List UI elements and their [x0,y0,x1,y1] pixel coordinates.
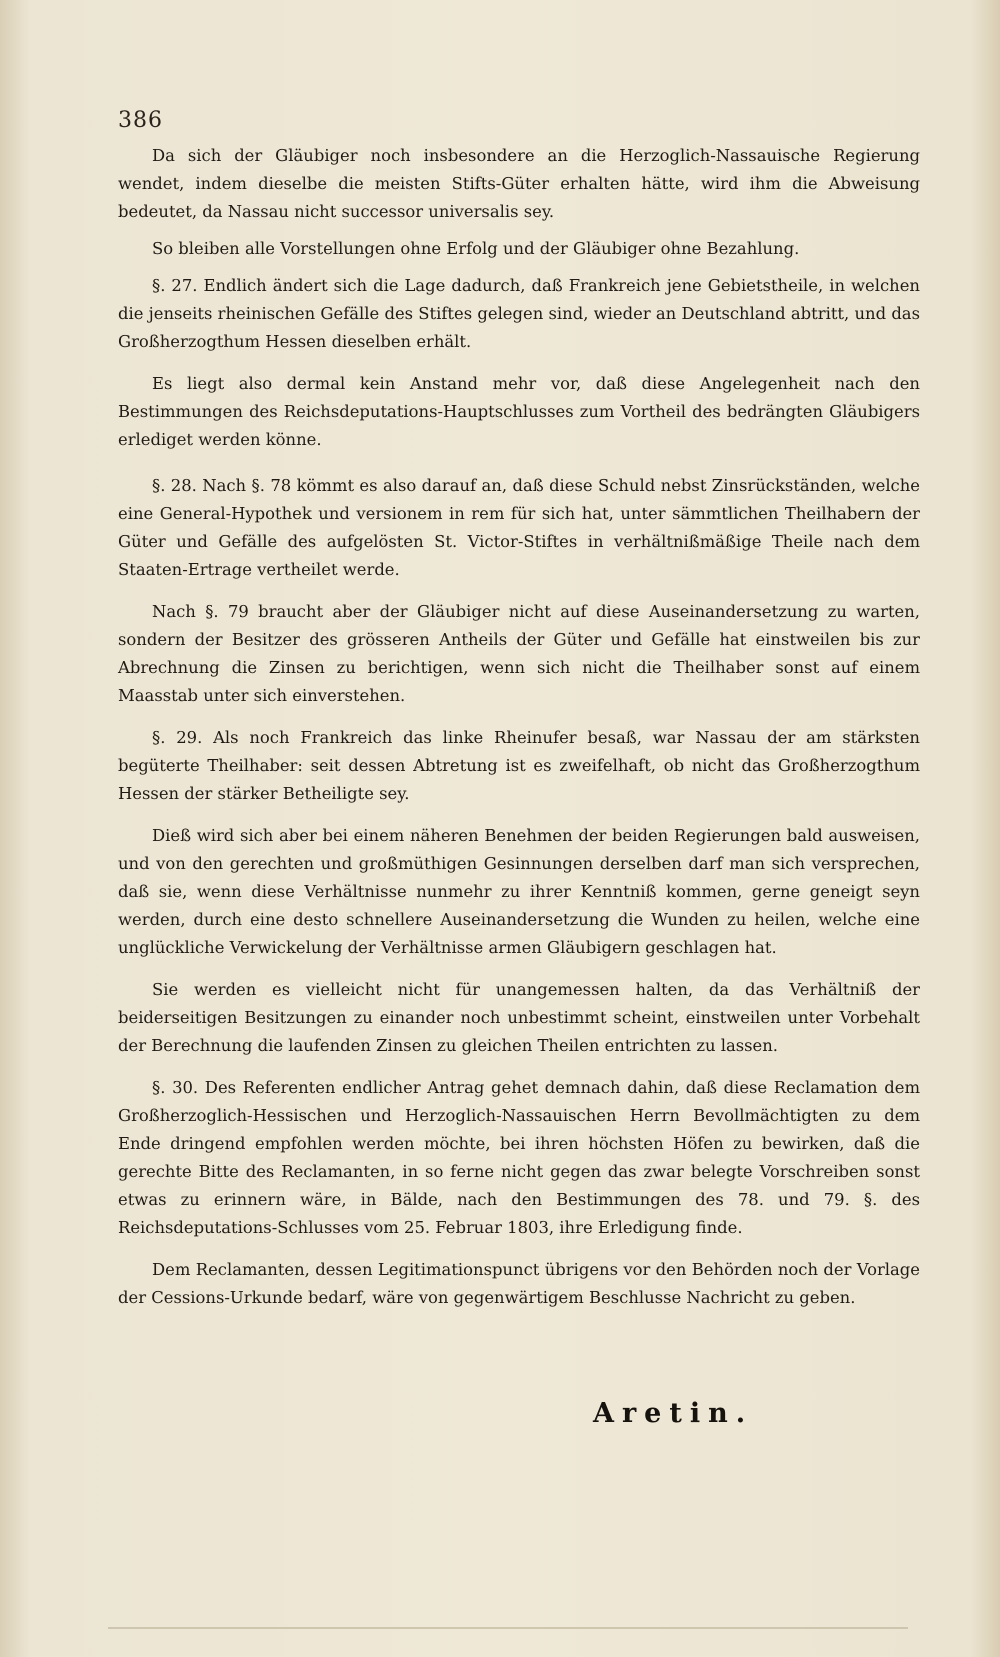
paragraph-8: Dieß wird sich aber bei einem näheren Benehmen der beiden Regierungen bald ausweisen, und von den gerechten und großmüthigen Gesinnungen derselben darf man sich versprechen, daß sie, wenn diese Verhältnisse nunmehr zu ihrer Kenntniß kommen, gerne geneigt seyn werden, durch eine desto schnellere Auseinandersetzung die Wunden zu heilen, welche eine unglückliche Verwickelung der Verhältnisse armen Gläubigern geschlagen hat. [118,826,920,957]
paragraph-1: Da sich der Gläubiger noch insbesondere an die Herzoglich-Nassauische Regierung wendet, indem dieselbe die meisten Stifts-Güter erhalten hätte, wird ihm die Abweisung bedeutet, da Nassau nicht successor universalis sey. [118,146,920,221]
paragraph-2: So bleiben alle Vorstellungen ohne Erfolg und der Gläubiger ohne Bezahlung. [152,239,800,258]
bottom-divider [108,1627,908,1629]
page-number: 386 [118,108,163,133]
paragraph-5: §. 28. Nach §. 78 kömmt es also darauf an, daß diese Schuld nebst Zinsrückständen, welche eine General-Hypothek und versionem in rem für sich hat, unter sämmtlichen Theilhabern der Güter und Gefälle des aufgelösten St. Victor-Stiftes in verhältnißmäßige Theile nach dem Staaten-Ertrage vertheilet werde. [118,476,920,579]
document-body [118,142,920,1312]
paragraph-9: Sie werden es vielleicht nicht für unangemessen halten, da das Verhältniß der beiderseitigen Besitzungen zu einander noch unbestimmt scheint, einstweilen unter Vorbehalt der Berechnung die laufenden Zinsen zu gleichen Theilen entrichten zu lassen. [118,980,920,1055]
paragraph-6: Nach §. 79 braucht aber der Gläubiger nicht auf diese Auseinandersetzung zu warten, sondern der Besitzer des grösseren Antheils der Güter und Gefälle hat einstweilen bis zur Abrechnung die Zinsen zu berichtigen, wenn sich nicht die Theilhaber sonst auf einem Maasstab unter sich einverstehen. [118,602,920,705]
paragraph-4: Es liegt also dermal kein Anstand mehr vor, daß diese Angelegenheit nach den Bestimmungen des Reichsdeputations-Hauptschlusses zum Vortheil des bedrängten Gläubigers erlediget werden könne. [118,374,920,449]
paragraph-11: Dem Reclamanten, dessen Legitimationspunct übrigens vor den Behörden noch der Vorlage der Cessions-Urkunde bedarf, wäre von gegenwärtigem Beschlusse Nachricht zu geben. [118,1260,920,1307]
paragraph-10: §. 30. Des Referenten endlicher Antrag gehet demnach dahin, daß diese Reclamation dem Großherzoglich-Hessischen und Herzoglich-Nassauischen Herrn Bevollmächtigten zu dem Ende dringend empfohlen werden möchte, bei ihren höchsten Höfen zu bewirken, daß die gerechte Bitte des Reclamanten, in so ferne nicht gegen das zwar belegte Vorschreiben sonst etwas zu erinnern wäre, in Bälde, nach den Bestimmungen des 78. und 79. §. des Reichsdeputations-Schlusses vom 25. Februar 1803, ihre Erledigung finde. [118,1078,920,1237]
paragraph-7: §. 29. Als noch Frankreich das linke Rheinufer besaß, war Nassau der am stärksten begüterte Theilhaber: seit dessen Abtretung ist es zweifelhaft, ob nicht das Großherzogthum Hessen der stärker Betheiligte sey. [118,728,920,803]
paragraph-3: §. 27. Endlich ändert sich die Lage dadurch, daß Frankreich jene Gebietstheile, in welchen die jenseits rheinischen Gefälle des Stiftes gelegen sind, wieder an Deutschland abtritt, und das Großherzogthum Hessen dieselben erhält. [118,276,920,351]
signature: Aretin. [593,1398,754,1429]
